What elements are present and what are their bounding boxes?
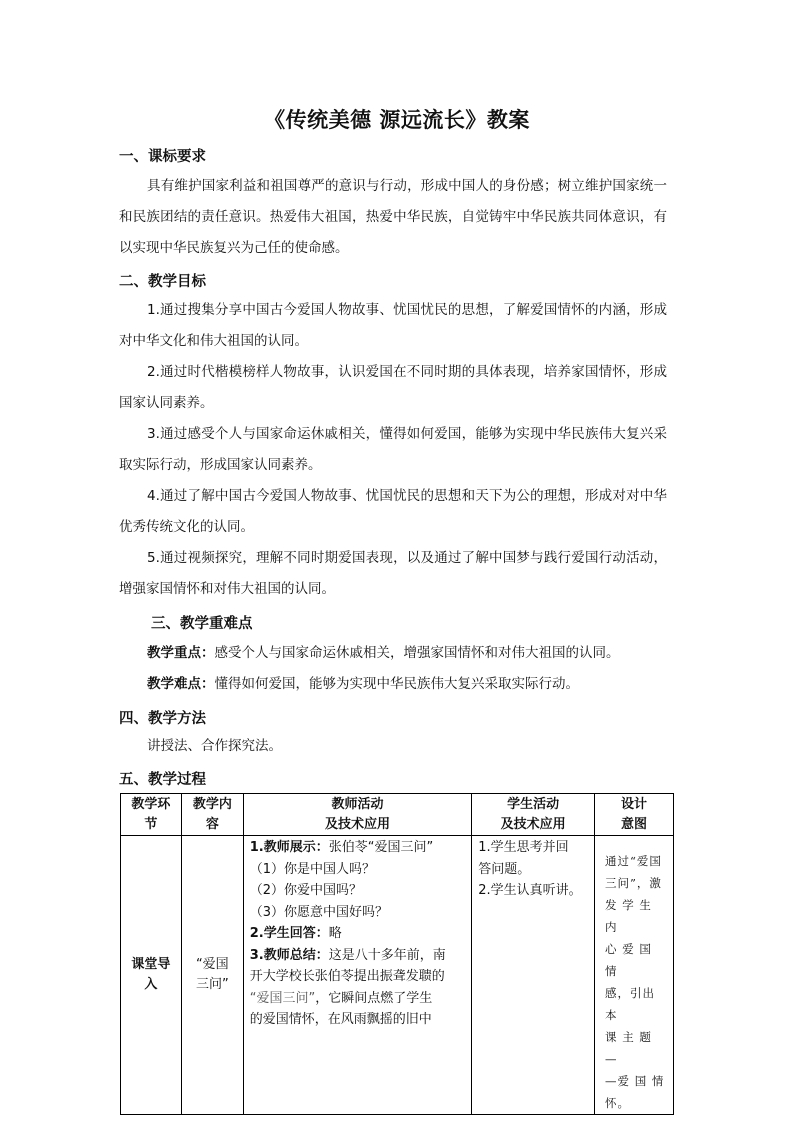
paragraph-key-point (119, 638, 667, 669)
objective-5: 5.通过视频探究，理解不同时期爱国表现，以及通过了解中国梦与践行爱国行动活动，增强家国情怀和对伟大祖国的认同。 (119, 550, 667, 597)
heading-teaching-process: 五、教学过程 (119, 772, 206, 788)
objective-1: 1.通过搜集分享中国古今爱国人物故事、忧国忧民的思想，了解爱国情怀的内涵，形成对中华文化和伟大祖国的认同。 (119, 302, 667, 349)
objective-4: 4.通过了解中国古今爱国人物故事、忧国忧民的思想和天下为公的理想，形成对对中华优秀传统文化的认同。 (119, 488, 667, 535)
header-content: 教学内 容 (181, 794, 243, 836)
key-point-label: 教学重点： (147, 645, 215, 661)
header-teacher-activity: 教师活动 及技术应用 (243, 794, 472, 836)
cell-section: 课堂导 入 (121, 836, 182, 1115)
paragraph-difficult-point (119, 669, 667, 700)
heading-curriculum-requirements: 一、课标要求 (119, 149, 206, 165)
teaching-process-table (120, 793, 674, 1115)
table-row (121, 836, 674, 1115)
paragraph-curriculum-requirements: 具有维护国家利益和祖国尊严的意识与行动，形成中国人的身份感；树立维护国家统一和民族团结的责任意识。热爱伟大祖国，热爱中华民族，自觉铸牢中华民族共同体意识，有以实现中华民族复兴为己任的使命感。 (119, 178, 667, 256)
header-design-intent: 设计 意图 (595, 794, 674, 836)
cell-student-activity: 1.学生思考并回 答问题。 2.学生认真听讲。 (472, 836, 595, 1115)
paragraph-teaching-methods: 讲授法、合作探究法。 (147, 738, 282, 754)
cell-design-intent: 通过“爱国 三问”，激 发 学 生 内 心 爱 国 情 感，引出本 课 主 题 — —爱 国 情 怀。 (595, 836, 674, 1115)
objective-2: 2.通过时代楷模榜样人物故事，认识爱国在不同时期的具体表现，培养家国情怀，形成国家认同素养。 (119, 364, 667, 411)
table-header-row (121, 794, 674, 836)
heading-teaching-objectives: 二、教学目标 (119, 274, 206, 290)
key-point-text: 感受个人与国家命运休戚相关，增强家国情怀和对伟大祖国的认同。 (214, 645, 620, 661)
difficult-point-text: 懂得如何爱国，能够为实现中华民族伟大复兴采取实际行动。 (214, 676, 579, 692)
cell-content: “爱国 三问” (181, 836, 243, 1115)
cell-teacher-activity: 1.教师展示：张伯苓“爱国三问” （1）你是中国人吗？ （2）你爱中国吗？ （3）你愿意中国好吗？ 2.学生回答：略 3.教师总结：这是八十多年前，南 开大学校长张伯苓提出振聋发聩的 “爱国三问”，它瞬间点燃了学生 的爱国情怀，在风雨飘摇的旧中 (243, 836, 472, 1115)
header-student-activity: 学生活动 及技术应用 (472, 794, 595, 836)
heading-key-difficult-points: 三、教学重难点 (151, 616, 253, 632)
document-title: 《传统美德 源远流长》教案 (264, 107, 530, 132)
objective-3: 3.通过感受个人与国家命运休戚相关，懂得如何爱国，能够为实现中华民族伟大复兴采取实际行动，形成国家认同素养。 (119, 426, 667, 473)
header-section: 教学环 节 (121, 794, 182, 836)
difficult-point-label: 教学难点： (147, 676, 215, 692)
heading-teaching-methods: 四、教学方法 (119, 711, 206, 727)
